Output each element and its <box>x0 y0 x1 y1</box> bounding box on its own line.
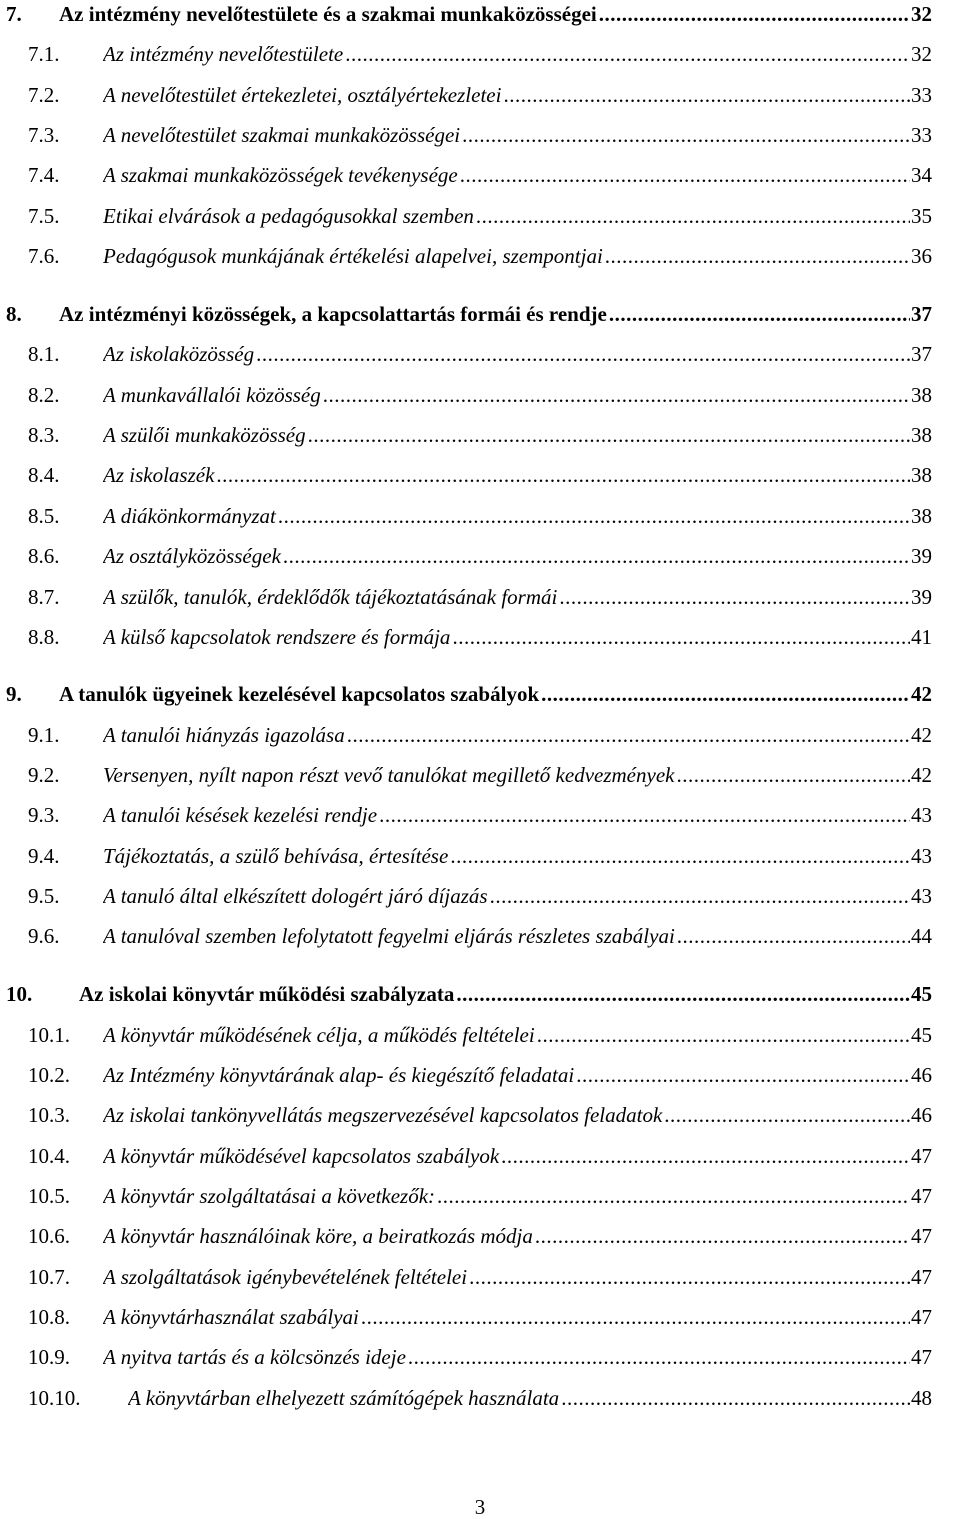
dot-leader <box>503 81 910 109</box>
toc-entry-page: 38 <box>911 504 932 528</box>
toc-entry-line <box>103 40 932 68</box>
toc-entry-page: 48 <box>911 1386 932 1410</box>
toc-entry-line <box>103 161 932 189</box>
toc-entry-line <box>103 381 932 409</box>
dot-leader <box>501 1142 910 1170</box>
toc-entry-line <box>59 300 932 328</box>
toc-entry-line <box>103 761 932 789</box>
toc-entry-number: 10.7. <box>28 1265 70 1289</box>
toc-entry-page: 43 <box>911 844 932 868</box>
toc-entry-page: 44 <box>911 924 932 948</box>
toc-section-entry[interactable] <box>0 623 960 651</box>
dot-leader <box>599 0 910 28</box>
toc-entry-line <box>103 202 932 230</box>
toc-section-entry[interactable] <box>0 801 960 829</box>
dot-leader <box>361 1303 910 1331</box>
toc-entry-line <box>103 340 932 368</box>
toc-entry-number: 7.3. <box>28 123 60 147</box>
dot-leader <box>561 1384 910 1412</box>
toc-entry-title: Az iskolai tankönyvellátás megszervezésével kapcsolatos feladatok <box>103 1103 663 1127</box>
toc-section-entry[interactable] <box>0 542 960 570</box>
toc-entry-page: 42 <box>911 682 932 706</box>
toc-section-entry[interactable] <box>0 842 960 870</box>
dot-leader <box>452 623 910 651</box>
toc-entry-line <box>103 1343 932 1371</box>
toc-chapter-entry[interactable] <box>0 300 960 328</box>
toc-entry-number: 10.6. <box>28 1224 70 1248</box>
toc-entry-line <box>128 1384 932 1412</box>
toc-section-entry[interactable] <box>0 381 960 409</box>
toc-entry-number: 8.4. <box>28 463 60 487</box>
toc-entry-page: 47 <box>911 1144 932 1168</box>
toc-entry-line <box>103 721 932 749</box>
toc-section-entry[interactable] <box>0 340 960 368</box>
toc-entry-number: 8.2. <box>28 383 60 407</box>
toc-entry-title: A tanulóval szemben lefolytatott fegyelmi eljárás részletes szabályai <box>103 924 675 948</box>
toc-section-entry[interactable] <box>0 721 960 749</box>
toc-entry-number: 8.5. <box>28 504 60 528</box>
toc-entry-title: Az osztályközösségek <box>103 544 281 568</box>
toc-entry-line <box>103 1101 932 1129</box>
dot-leader <box>469 1263 910 1291</box>
toc-entry-number: 9.3. <box>28 803 60 827</box>
toc-entry-page: 35 <box>911 204 932 228</box>
toc-entry-page: 45 <box>911 1023 932 1047</box>
dot-leader <box>476 202 910 230</box>
toc-entry-number: 8.7. <box>28 585 60 609</box>
toc-entry-page: 33 <box>911 83 932 107</box>
toc-section-entry[interactable] <box>0 502 960 530</box>
toc-entry-title: Etikai elvárások a pedagógusokkal szemben <box>103 204 474 228</box>
toc-entry-title: Az intézmény nevelőtestülete <box>103 42 344 66</box>
dot-leader <box>283 542 910 570</box>
dot-leader <box>537 1021 910 1049</box>
toc-entry-number: 10.9. <box>28 1345 70 1369</box>
toc-entry-title: A munkavállalói közösség <box>103 383 321 407</box>
toc-entry-line <box>103 1142 932 1170</box>
toc-entry-page: 37 <box>911 302 932 326</box>
dot-leader <box>664 1101 910 1129</box>
toc-section-entry[interactable] <box>0 1142 960 1170</box>
toc-entry-number: 10.5. <box>28 1184 70 1208</box>
toc-entry-title: A tanulók ügyeinek kezelésével kapcsolatos szabályok <box>59 682 540 706</box>
toc-section-entry[interactable] <box>0 421 960 449</box>
dot-leader <box>677 922 910 950</box>
toc-entry-page: 39 <box>911 544 932 568</box>
toc-entry-line <box>103 922 932 950</box>
toc-entry-title: A szülők, tanulók, érdeklődők tájékoztatásának formái <box>103 585 558 609</box>
toc-entry-page: 42 <box>911 763 932 787</box>
toc-entry-number: 10.2. <box>28 1063 70 1087</box>
toc-entry-line <box>103 1222 932 1250</box>
toc-entry-number: 9.5. <box>28 884 60 908</box>
toc-entry-number: 7.4. <box>28 163 60 187</box>
toc-entry-title: A könyvtár szolgáltatásai a következők: <box>103 1184 436 1208</box>
toc-entry-number: 9. <box>6 682 22 706</box>
toc-entry-number: 7.6. <box>28 244 60 268</box>
toc-entry-page: 38 <box>911 423 932 447</box>
toc-section-entry[interactable] <box>0 1021 960 1049</box>
toc-section-entry[interactable] <box>0 761 960 789</box>
toc-entry-title: A szülői munkaközösség <box>103 423 306 447</box>
toc-entry-line <box>103 242 932 270</box>
toc-entry-title: A tanulói hiányzás igazolása <box>103 723 345 747</box>
toc-entry-number: 10.10. <box>28 1386 81 1410</box>
toc-entry-number: 9.6. <box>28 924 60 948</box>
toc-entry-line <box>103 542 932 570</box>
dot-leader <box>437 1182 910 1210</box>
toc-entry-title: A könyvtár működésének célja, a működés feltételei <box>103 1023 535 1047</box>
toc-entry-number: 9.2. <box>28 763 60 787</box>
toc-entry-page: 47 <box>911 1345 932 1369</box>
toc-entry-page: 34 <box>911 163 932 187</box>
toc-section-entry[interactable] <box>0 882 960 910</box>
dot-leader <box>216 461 910 489</box>
toc-entry-number: 8.3. <box>28 423 60 447</box>
toc-entry-line <box>103 623 932 651</box>
toc-entry-title: Pedagógusok munkájának értékelési alapelvei, szempontjai <box>103 244 603 268</box>
dot-leader <box>609 300 910 328</box>
dot-leader <box>456 980 910 1008</box>
toc-entry-page: 47 <box>911 1224 932 1248</box>
dot-leader <box>462 121 910 149</box>
dot-leader <box>559 583 910 611</box>
dot-leader <box>605 242 910 270</box>
toc-entry-title: Az Intézmény könyvtárának alap- és kiegészítő feladatai <box>103 1063 575 1087</box>
toc-entry-number: 7.5. <box>28 204 60 228</box>
toc-entry-title: Az iskolaközösség <box>103 342 255 366</box>
dot-leader <box>460 161 910 189</box>
toc-entry-line <box>103 1303 932 1331</box>
dot-leader <box>379 801 910 829</box>
toc-section-entry[interactable] <box>0 242 960 270</box>
dot-leader <box>450 842 910 870</box>
toc-entry-title: A könyvtár működésével kapcsolatos szabályok <box>103 1144 500 1168</box>
toc-entry-line <box>103 882 932 910</box>
toc-entry-number: 8.8. <box>28 625 60 649</box>
dot-leader <box>541 680 910 708</box>
toc-section-entry[interactable] <box>0 1222 960 1250</box>
dot-leader <box>323 381 910 409</box>
toc-section-entry[interactable] <box>0 1101 960 1129</box>
toc-entry-number: 7. <box>6 2 22 26</box>
toc-entry-title: A könyvtárban elhelyezett számítógépek használata <box>128 1386 560 1410</box>
toc-entry-number: 7.1. <box>28 42 60 66</box>
toc-entry-title: Az intézményi közösségek, a kapcsolattartás formái és rendje <box>59 302 607 326</box>
toc-entry-number: 10.3. <box>28 1103 70 1127</box>
toc-entry-line <box>103 421 932 449</box>
toc-entry-number: 8.6. <box>28 544 60 568</box>
dot-leader <box>308 421 910 449</box>
toc-entry-title: A külső kapcsolatok rendszere és formája <box>103 625 451 649</box>
toc-entry-title: Tájékoztatás, a szülő behívása, értesítése <box>103 844 449 868</box>
toc-section-entry[interactable] <box>0 1263 960 1291</box>
toc-section-entry[interactable] <box>0 1061 960 1089</box>
toc-entry-title: Az intézmény nevelőtestülete és a szakmai munkaközösségei <box>59 2 597 26</box>
toc-entry-page: 43 <box>911 884 932 908</box>
toc-entry-page: 47 <box>911 1305 932 1329</box>
toc-entry-page: 45 <box>911 982 932 1006</box>
toc-entry-page: 32 <box>911 42 932 66</box>
toc-entry-line <box>103 502 932 530</box>
toc-entry-number: 9.1. <box>28 723 60 747</box>
toc-entry-line <box>103 1263 932 1291</box>
toc-entry-title: A szolgáltatások igénybevételének feltételei <box>103 1265 468 1289</box>
toc-entry-page: 39 <box>911 585 932 609</box>
toc-entry-title: A szakmai munkaközösségek tevékenysége <box>103 163 458 187</box>
toc-section-entry[interactable] <box>0 161 960 189</box>
toc-entry-title: A könyvtárhasználat szabályai <box>103 1305 359 1329</box>
toc-entry-page: 46 <box>911 1103 932 1127</box>
toc-entry-number: 10.4. <box>28 1144 70 1168</box>
toc-section-entry[interactable] <box>0 81 960 109</box>
toc-entry-page: 33 <box>911 123 932 147</box>
toc-section-entry[interactable] <box>0 40 960 68</box>
toc-entry-title: A diákönkormányzat <box>103 504 276 528</box>
toc-entry-number: 10. <box>6 982 33 1006</box>
toc-entry-title: A nevelőtestület értekezletei, osztályértekezletei <box>103 83 502 107</box>
toc-entry-line <box>103 1021 932 1049</box>
toc-entry-line <box>103 81 932 109</box>
toc-entry-title: A nevelőtestület szakmai munkaközösségei <box>103 123 461 147</box>
toc-section-entry[interactable] <box>0 922 960 950</box>
toc-entry-title: A könyvtár használóinak köre, a beiratkozás módja <box>103 1224 533 1248</box>
toc-entry-page: 37 <box>911 342 932 366</box>
toc-entry-number: 7.2. <box>28 83 60 107</box>
dot-leader <box>256 340 910 368</box>
toc-entry-page: 47 <box>911 1184 932 1208</box>
toc-entry-page: 38 <box>911 463 932 487</box>
toc-entry-page: 46 <box>911 1063 932 1087</box>
toc-entry-title: A tanulói késések kezelési rendje <box>103 803 378 827</box>
toc-entry-page: 41 <box>911 625 932 649</box>
toc-chapter-entry[interactable] <box>0 0 960 28</box>
toc-section-entry[interactable] <box>0 461 960 489</box>
toc-chapter-entry[interactable] <box>0 980 960 1008</box>
toc-entry-title: A tanuló által elkészített dologért járó díjazás <box>103 884 488 908</box>
toc-entry-page: 47 <box>911 1265 932 1289</box>
dot-leader <box>347 721 910 749</box>
toc-entry-line <box>103 121 932 149</box>
toc-section-entry[interactable] <box>0 583 960 611</box>
dot-leader <box>408 1343 910 1371</box>
toc-entry-page: 38 <box>911 383 932 407</box>
toc-entry-line <box>103 801 932 829</box>
toc-entry-page: 43 <box>911 803 932 827</box>
toc-section-entry[interactable] <box>0 121 960 149</box>
toc-entry-line <box>79 980 932 1008</box>
dot-leader <box>490 882 910 910</box>
toc-chapter-entry[interactable] <box>0 680 960 708</box>
dot-leader <box>278 502 910 530</box>
dot-leader <box>535 1222 910 1250</box>
dot-leader <box>676 761 910 789</box>
toc-entry-number: 10.8. <box>28 1305 70 1329</box>
toc-entry-line <box>103 1061 932 1089</box>
toc-entry-line <box>59 0 932 28</box>
page-number: 3 <box>474 1495 486 1519</box>
dot-leader <box>576 1061 910 1089</box>
toc-entry-number: 8.1. <box>28 342 60 366</box>
toc-entry-line <box>103 583 932 611</box>
dot-leader <box>345 40 910 68</box>
toc-section-entry[interactable] <box>0 1303 960 1331</box>
toc-section-entry[interactable] <box>0 1343 960 1371</box>
toc-entry-number: 9.4. <box>28 844 60 868</box>
toc-entry-page: 36 <box>911 244 932 268</box>
toc-entry-line <box>103 842 932 870</box>
toc-entry-title: Az iskolai könyvtár működési szabályzata <box>79 982 455 1006</box>
toc-entry-title: A nyitva tartás és a kölcsönzés ideje <box>103 1345 406 1369</box>
toc-entry-number: 8. <box>6 302 22 326</box>
toc-entry-line <box>103 461 932 489</box>
toc-section-entry[interactable] <box>0 1384 960 1412</box>
toc-entry-line <box>59 680 932 708</box>
toc-entry-title: Az iskolaszék <box>103 463 215 487</box>
toc-entry-title: Versenyen, nyílt napon részt vevő tanulókat megillető kedvezmények <box>103 763 675 787</box>
toc-entry-page: 32 <box>911 2 932 26</box>
toc-entry-number: 10.1. <box>28 1023 70 1047</box>
toc-section-entry[interactable] <box>0 202 960 230</box>
toc-entry-page: 42 <box>911 723 932 747</box>
toc-section-entry[interactable] <box>0 1182 960 1210</box>
toc-entry-line <box>103 1182 932 1210</box>
